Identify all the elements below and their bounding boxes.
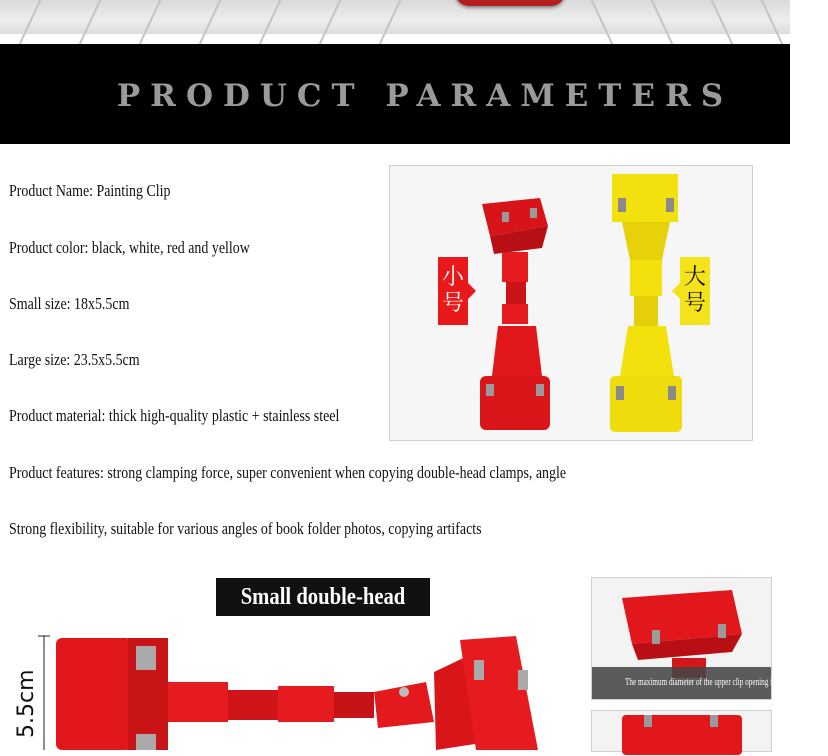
large-size-tag: 大号 — [680, 257, 710, 325]
spec-large-size: Large size: 23.5x5.5cm — [9, 350, 140, 369]
spec-small-size: Small size: 18x5.5cm — [9, 294, 130, 313]
lower-clip-thumbnail-image — [592, 711, 771, 751]
thumbnail-caption: The maximum diameter of the upper clip opening is 1.5cm — [592, 667, 771, 699]
red-clip-image — [480, 198, 550, 430]
spec-features: Product features: strong clamping force, super convenient when copying double-head clamps, angle — [9, 463, 567, 482]
spec-product-color: Product color: black, white, red and yellow — [9, 238, 250, 257]
product-photo — [389, 165, 753, 441]
small-size-tag: 小号 — [438, 257, 468, 325]
spec-material: Product material: thick high-quality plastic + stainless steel — [9, 406, 340, 425]
yellow-clip-image — [610, 174, 682, 432]
spec-product-name: Product Name: Painting Clip — [9, 181, 171, 200]
small-clip-closeup-image — [56, 632, 546, 750]
top-image-strip — [0, 0, 790, 34]
spec-flexibility: Strong flexibility, suitable for various angles of book folder photos, copying artifacts — [9, 519, 482, 538]
small-clip-label: Small double-head clip — [216, 578, 430, 616]
product-edge-image — [455, 0, 565, 6]
thumbnail-lower-clip[interactable] — [591, 710, 772, 752]
thumbnail-upper-clip[interactable] — [591, 577, 795, 700]
banner-title: PRODUCT PARAMETERS — [116, 78, 734, 114]
dimension-label: 5.5cm — [14, 669, 39, 738]
